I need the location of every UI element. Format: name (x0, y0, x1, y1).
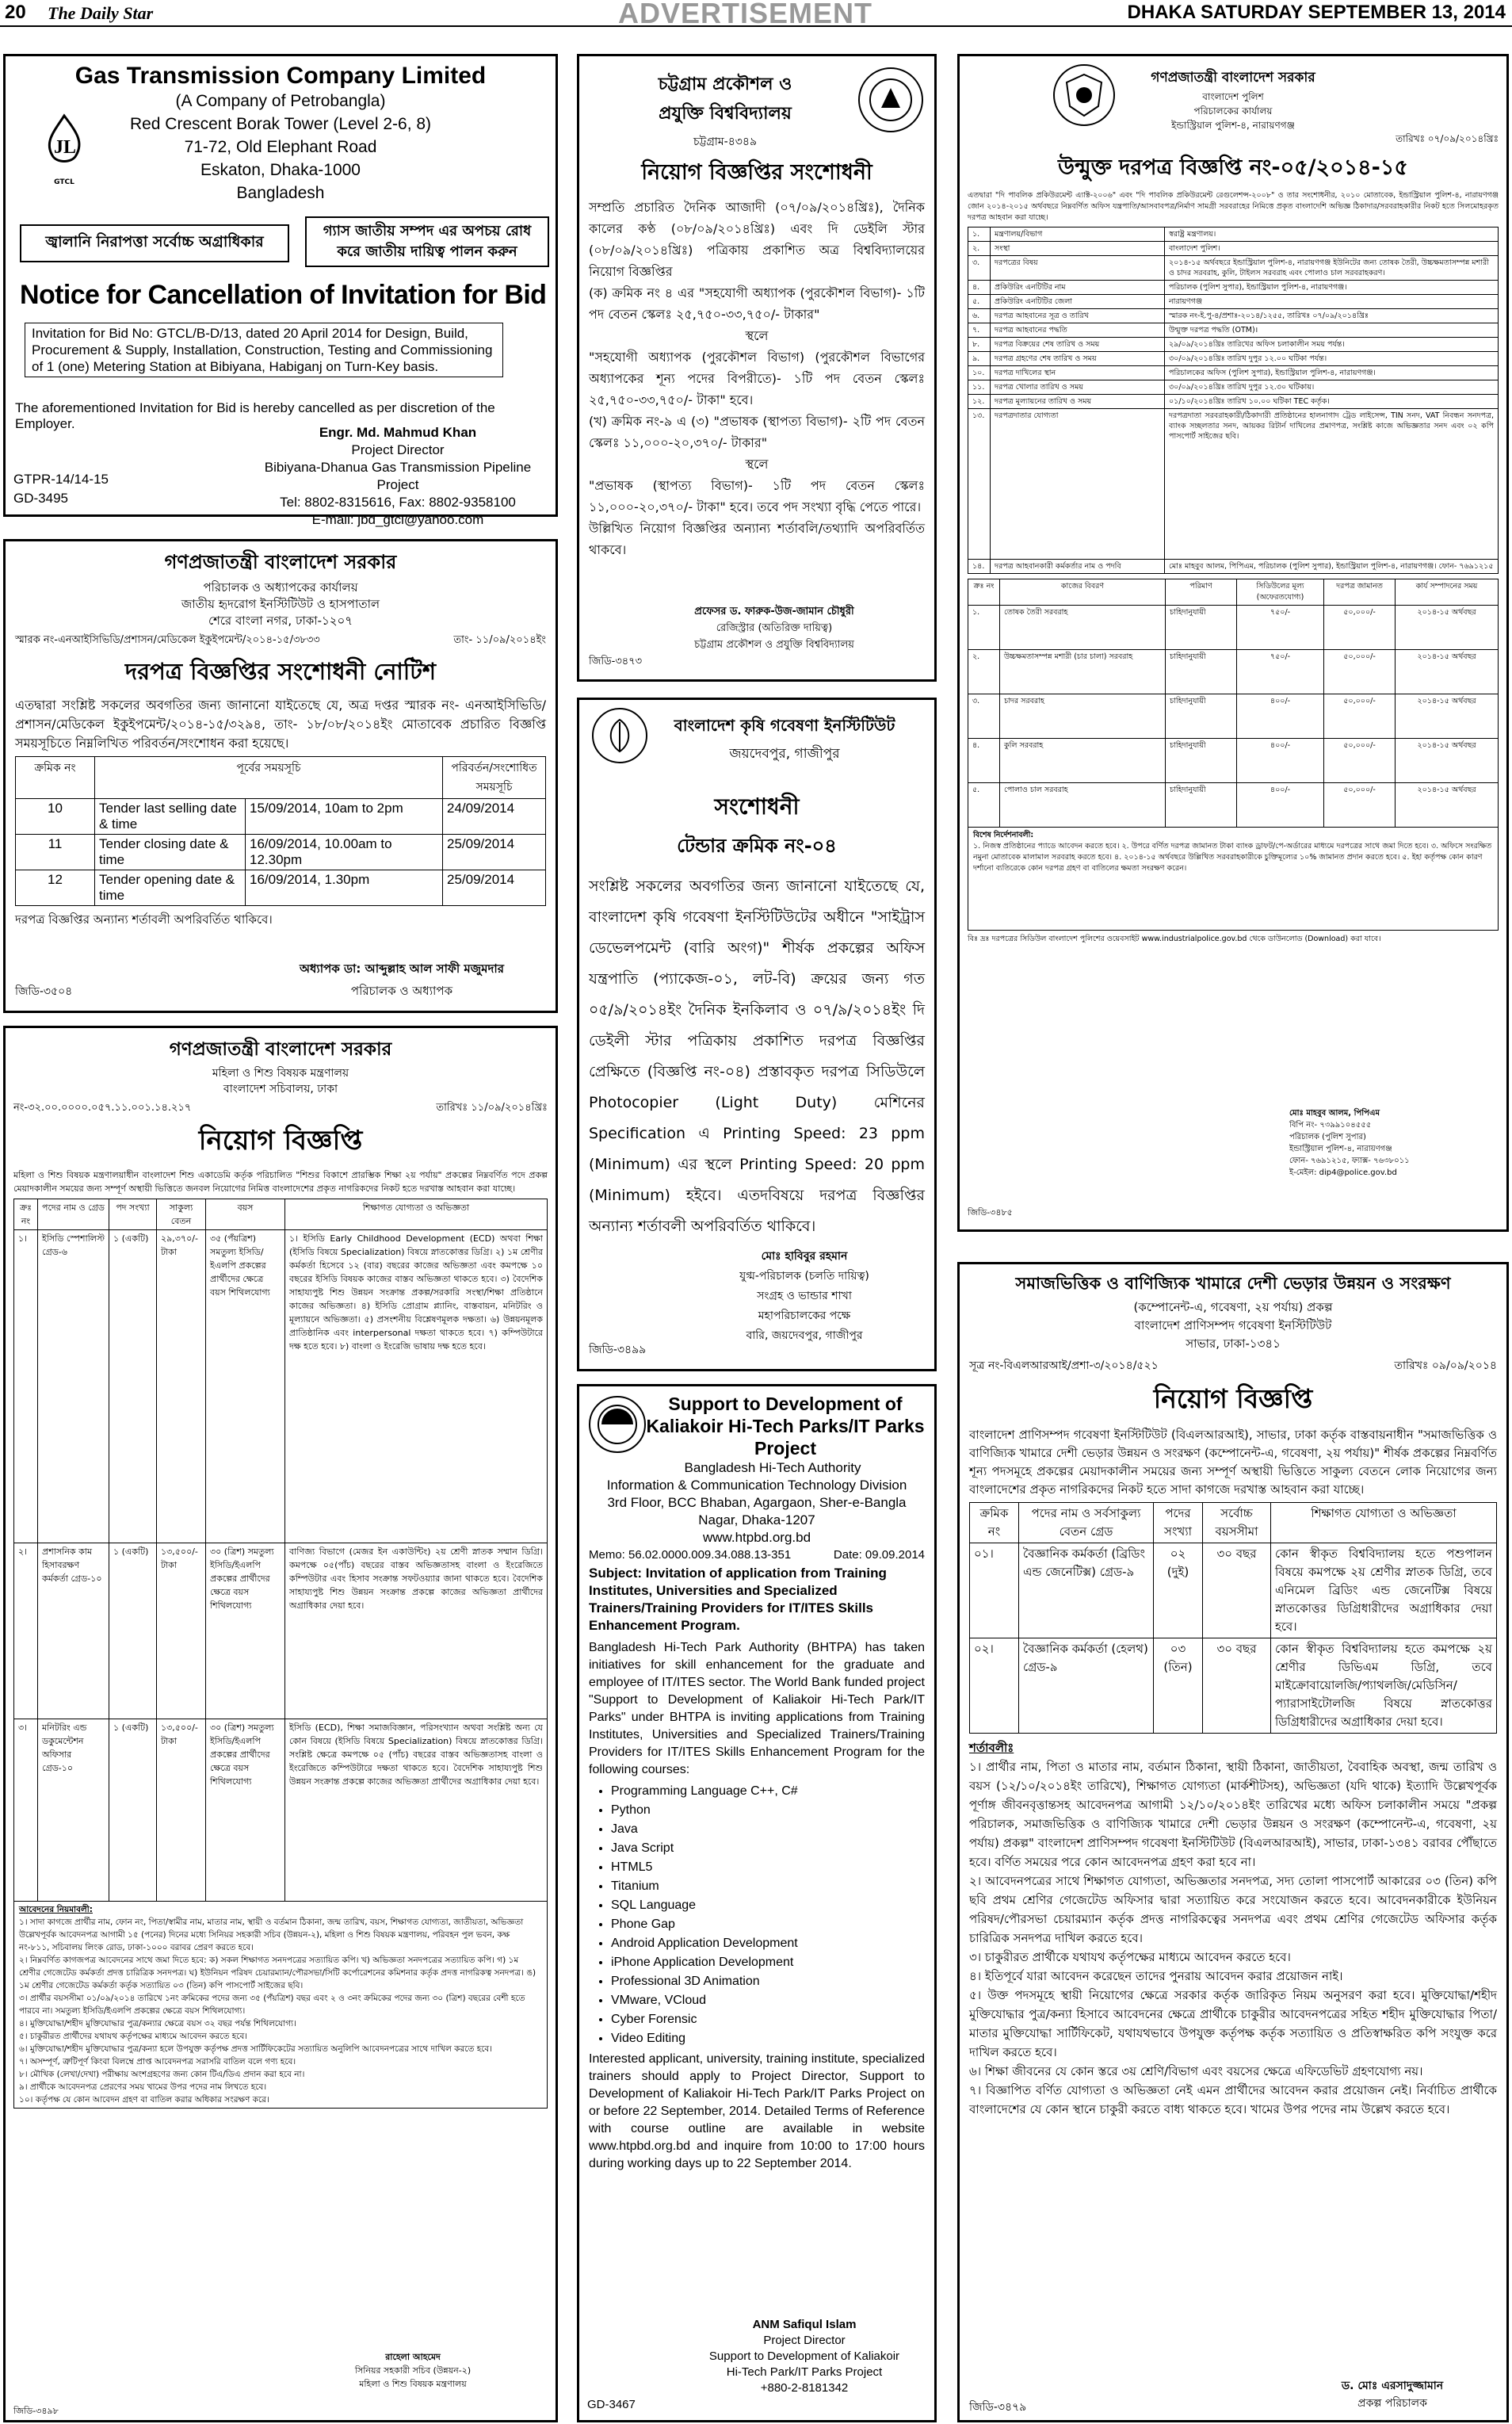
police-notes: বিশেষ নির্দেশনাবলী: ১. নিজস্ব প্রতিষ্ঠানের প্যাডে আবেদন করতে হবে। ২. উপরে বর্ণিত দরপত্র জামানত টাকা ব্যাংক ড্রাফট/পে-অর্ডারের মাধ্যমে দরপত্রের সাথে জমা দিতে হবে। ৩. অফিসে সংরক্ষিত নমুনা মোতাবেক মালামাল সরবরাহ করতে হবে। ৪. ২০১৪-১৫ অর্থবছরে উল্লিখিত সরবরাহকারীকে চুক্তিমূল্যের ১০% জামানত প্রদান করতে হবে। ৫. ইহা কর্তৃপক্ষ কোন কারণ দর্শানো ব্যতিরেকে কোন দরপত্র গ্রহণ বা বাতিলের ক্ষমতা সংরক্ষণ করেন। (968, 828, 1499, 931)
list-item: • HTML5 (611, 1858, 925, 1876)
list-item: • Video Editing (611, 2029, 925, 2047)
cuet-notice-title: নিয়োগ বিজ্ঞপ্তির সংশোধনী (641, 160, 872, 185)
nicvd-memo: স্মারক নং-এনআইসিভিডি/প্রশাসন/মেডিকেল ইকুইপমেন্ট/২০১৪-১৫/৩৮৩৩ (15, 634, 320, 646)
bari-notice: সংশোধনী (714, 793, 800, 820)
blri-memo: সূত্র নং-বিএলআরআই/প্রশা-৩/২০১৪/৫২১ (969, 1359, 1159, 1372)
gtcl-notice-title: Notice for Cancellation of Invitation for Bid (20, 280, 547, 310)
table-row: ৮. দরপত্র বিক্রয়ের শেষ তারিখ ও সময় ২৯/০৯/২০১৪খ্রিঃ তারিখের অফিস চলাকালীন সময় পর্যন্ত। (968, 338, 1499, 352)
table-row: ১৩. দরপত্রদাতার যোগ্যতা দরপত্রদাতা সরবরাহকারী/ঠিকাদারী প্রতিষ্ঠানের হালনাগাদ ট্রেড লাইসেন্স, TIN সনদ, VAT নিবন্ধন সনদপত্র, ব্যাংক সচ্ছলতার সনদ, আয়কর রিটার্ন দাখিলের প্রমাণপত্র, সংশ্লিষ্ট কাজে অভিজ্ঞতার সনদ এবং ০২ কপি পাসপোর্ট সাইজের ছবি। (968, 409, 1499, 560)
gtcl-slogan-2: গ্যাস জাতীয় সম্পদ এর অপচয় রোধ করে জাতীয় দায়িত্ব পালন করুন (305, 216, 549, 267)
nicvd-gov: গণপ্রজাতন্ত্রী বাংলাদেশ সরকার (164, 551, 397, 573)
bhtpa-courses (611, 1782, 925, 2047)
police-badge-icon (1060, 71, 1108, 119)
list-item: • Java (611, 1820, 925, 1838)
table-row: ১. মন্ত্রণালয়/বিভাগ স্বরাষ্ট্র মন্ত্রণালয়। (968, 227, 1499, 242)
gtcl-body: The aforementioned Invitation for Bid is hereby cancelled as per discretion of the Employer. (15, 400, 495, 431)
mowca-table: ক্রঃ নং পদের নাম ও গ্রেড পদ সংখ্যা সাকুল্য বেতন বয়স শিক্ষাগত যোগ্যতা ও অভিজ্ঞতা ১। ইসিডি স্পেশালিস্ট গ্রেড-৬ ১ (একটি) ২৯,৩৭০/- টাকা ৩৫ (পঁয়ত্রিশ) সমতুল্য ইসিডি/ইএলপি প্রকল্পের প্রার্থীদের ক্ষেত্রে বয়স শিথিলযোগ্য ১। ইসিডি Early Childhood Development (ECD) অথবা শিক্ষা (ইসিডি বিষয়ে Specialization) বিষয়ে স্নাতকোত্তর ডিগ্রি। ২) ১ম শ্রেণীর কর্মকর্তা হিসেবে ১২ (বার) বছরের কাজের অভিজ্ঞতা এবং কমপক্ষে ১০ বছরের ইসিডি বিষয়ক কাজের বাস্তব অভিজ্ঞতা থাকতে হবে। ৩) বৈদেশিক সাহায্যপুষ্ট শিশু উন্নয়ন সংক্রান্ত প্রকল্প/সরকারি সংস্থা/শিক্ষা প্রতিষ্ঠানে কাজের অভিজ্ঞতা। ৪) ইসিডি প্রোগ্রাম প্ল্যানিং, বাস্তবায়ন, মনিটরিং ও মূল্যায়নে অভিজ্ঞতা। ৫) প্রসংশনীয় বিশ্লেষণমূলক দক্ষতা। ৬) উন্নয়নমূলক প্রাতিষ্ঠানিক এবং interpersonal দক্ষতা থাকতে হবে। ৭) কম্পিউটারে দক্ষ হতে হবে। ৮) বাংলা ও ইংরেজি ভাষায় দক্ষ হতে হবে। ২। প্রশাসনিক কাম হিসাবরক্ষণ কর্মকর্তা গ্রেড-১০ ১ (একটি) ১৩,৫০০/- টাকা ৩০ (ত্রিশ) সমতুল্য ইসিডি/ইএলপি প্রকল্পের প্রার্থীদের ক্ষেত্রে বয়স শিথিলযোগ্য বাণিজ্য বিভাগে (মেজর ইন একাউন্টিং) ২য় শ্রেণী স্নাতক সম্মান ডিগ্রি। কমপক্ষে ০৫(পাঁচ) বছরের বাস্তব অভিজ্ঞতাসহ বাংলা ও ইংরেজিতে কম্পিউটার এবং হিসাব সংক্রান্ত সফটওয়্যার জানা থাকতে হবে। বৈদেশিক সাহায্যপুষ্ট শিশু উন্নয়ন সংক্রান্ত প্রকল্পে কাজের অভিজ্ঞতা প্রার্থীদের অগ্রাধিকার দেয়া হবে। ৩। মনিটরিং এন্ড ডকুমেন্টেশন অফিসার গ্রেড-১০ ১ (একটি) ১৩,৫০০/- টাকা ৩০ (ত্রিশ) সমতুল্য ইসিডি/ইএলপি প্রকল্পের প্রার্থীদের ক্ষেত্রে বয়স শিথিলযোগ্য ইসিডি (ECD), শিক্ষা সমাজবিজ্ঞান, পরিসংখ্যান অথবা সংশ্লিষ্ট অন্য যে কোন বিষয়ে (ইসিডি বিষয়ে Specialization) বিষয়ে স্নাতকোত্তর ডিগ্রি। সংশ্লিষ্ট ক্ষেত্রে কমপক্ষে ০৫ (পাঁচ) বছরের বাস্তব অভিজ্ঞতাসহ বাংলা ও ইংরেজিতে কম্পিউটারে দক্ষতা থাকতে হবে। বৈদেশিক সাহায্যপুষ্ট শিশু উন্নয়ন সংক্রান্ত প্রকল্পে কাজের অভিজ্ঞতা প্রার্থীদের অগ্রাধিকার দেয়া হবে। (13, 1199, 548, 1902)
bari-logo (592, 708, 647, 763)
blri-title: সমাজভিত্তিক ও বাণিজ্যিক খামারে দেশী ভেড়ার উন্নয়ন ও সংরক্ষণ (1015, 1274, 1451, 1293)
bhtpa-date: Date: 09.09.2014 (833, 1548, 925, 1562)
gtcl-gd: GD-3495 (13, 491, 68, 506)
bhtpa-title: Support to Development of Kaliakoir Hi-Tech Parks/IT Parks Project (646, 1394, 925, 1459)
mowca-rules: আবেদনের নিয়মাবলী: ১। সাদা কাগজে প্রার্থীর নাম, ফোন নং, পিতা/স্বামীর নাম, মাতার নাম, স্থায়ী ও বর্তমান ঠিকানা, জন্ম তারিখ, বয়স, শিক্ষাগত যোগ্যতা, জাতীয়তা, অভিজ্ঞতা উল্লেখপূর্বক আবেদনপত্র আগামী ১৫ (পনের) দিনের মধ্যে সিনিয়র সহকারী সচিব (উন্নয়ন-২), মহিলা ও শিশু বিষয়ক মন্ত্রণালয়, পরিবহন পুল ভবন, কক্ষ নং-৮১১, সচিবালয় লিংক রোড, ঢাকা-১০০০ বরাবর প্রেরণ করতে হবে। ২। নিম্নবর্ণিত কাগজপত্র আবেদনের সাথে জমা দিতে হবে: ক) সকল শিক্ষাগত সনদপত্রের সত্যায়িত কপি। খ) অভিজ্ঞতা সনদপত্রের সত্যায়িত কপি। গ) ১ম শ্রেণীর গেজেটেড কর্মকর্তা প্রদত্ত চারিত্রিক সনদপত্র। ঘ) ইউনিয়ন পরিষদ চেয়ারম্যান/পৌরসভা/সিটি কর্পোরেশনের কমিশনার কর্তৃক প্রদত্ত নাগরিকত্ব সনদপত্র। ঙ) ১ম শ্রেণীর গেজেটেড কর্মকর্তা কর্তৃক সত্যায়িত ০৩ (তিন) কপি পাসপোর্ট সাইজের ছবি। ৩। প্রার্থীর বয়সসীমা ০১/০৯/২০১৪ তারিখে ১নং ক্রমিকের পদের জন্য ৩৫ (পঁয়ত্রিশ) বছর এবং ২ ও ৩নং ক্রমিকের পদের জন্য ৩০ (ত্রিশ) বছরের বেশী হতে পারবে না। সমতুল্য ইসিডি/ইএলপি প্রকল্পের ক্ষেত্রে বয়স শিথিলযোগ্য। ৪। মুক্তিযোদ্ধা/শহীদ মুক্তিযোদ্ধার পুত্র/কন্যার ক্ষেত্রে বয়স ৩২ বছর পর্যন্ত শিথিলযোগ্য। ৫। চাকুরীরত প্রার্থীদের যথাযথ কর্তৃপক্ষের মাধ্যমে আবেদন করতে হবে। ৬। মুক্তিযোদ্ধা/শহীদ মুক্তিযোদ্ধার পুত্র/কন্যা হলে উপযুক্ত কর্তৃপক্ষ প্রদত্ত সার্টিফিকেটের সত্যায়িত অনুলিপি আবেদনপত্রের সাথে দাখিল করতে হবে। ৭। অসম্পূর্ণ, ত্রুটিপূর্ণ কিংবা বিলম্বে প্রাপ্ত আবেদনপত্র সরাসরি বাতিল বলে গণ্য হবে। ৮। মৌখিক (লেখা/দেখা) পরীক্ষায় অংশগ্রহণের জন্য কোন টিএ/ডিএ প্রদান করা হবে না। ৯। প্রার্থীকে আবেদনপত্র প্রেরণের সময় খামের উপর পদের নাম লিখতে হবে। ১০। কর্তৃপক্ষ যে কোন আবেদন গ্রহণ বা বাতিল করার অধিকার সংরক্ষণ করে। (13, 1902, 548, 2109)
blri-notice: নিয়োগ বিজ্ঞপ্তি (1153, 1383, 1313, 1414)
table-row: ০১। বৈজ্ঞানিক কর্মকর্তা (ব্রিডিং এন্ড জেনেটিক্স) গ্রেড-৯ ০২ (দুই) ৩০ বছর কোন স্বীকৃত বিশ্ববিদ্যালয় হতে পশুপালন বিষয়ে কমপক্ষে ২য় শ্রেণীর স্নাতক ডিগ্রি, তবে এনিমেল ব্রিডিং এন্ড জেনেটিক্স বিষয়ে স্নাতকোত্তর ডিগ্রিধারীদের অগ্রাধিকার দেয়া হবে। (970, 1543, 1497, 1638)
table-row: ২. উচ্চক্ষমতাসম্পন্ন মশারী (চার চালা) সরবরাহ চাহিদানুযায়ী ৭৫০/- ৫০,০০০/- ২০১৪-১৫ অর্থবছর (968, 650, 1499, 694)
police-signature: মোঃ মাহবুব আলম, পিপিএম বিপি নং- ৭৩৯৯১০৪৫৫৫ পরিচালক (পুলিশ সুপার) ইন্ডাস্ট্রিয়াল পুলিশ-৪, নারায়ণগঞ্জ ফোন- ৭৬৯১২১৫, ফ্যাক্স- ৭৬৩৮০১১ ই-মেইল: dip4@police.gov.bd (1289, 1109, 1410, 1177)
bhtpa-body: Bangladesh Hi-Tech Park Authority (BHTPA) has taken initiatives for skill enhancement for the graduate and employee of IT/ITES sector. The World Bank funded project "Support to Development of Kaliakoir Hi-Tech Park/IT Parks" under BHTPA is inviting applications from Training Institutes, Universities and Specialized Trainers/Training Providers for IT/ITES Skills Enhancement Program for the following courses: (589, 1641, 925, 1776)
mowca-date: তারিখঃ ১১/০৯/২০১৪খ্রিঃ (436, 1102, 548, 1114)
bhtpa-ad: Support to Development of Kaliakoir Hi-Tech Parks/IT Parks Project Bangladesh Hi-Tech Authority Information & Communication Technology Division 3rd Floor, BCC Bhaban, Agargaon, Sher-e-Bangla Nagar, Dhaka-1207 www.htpbd.org.bd Memo: 56.02.0000.009.34.088.13-351 Date: 09.09.2014 Subject: Invitation of application from Training Institutes, Universities and Specialized Trainers/Training Providers for IT/ITES Skills Enhancement Program. Bangladesh Hi-Tech Park Authority (BHTPA) has taken initiatives for skill enhancement for the graduate and employee of IT/ITES sector. The World Bank funded project "Support to Development of Kaliakoir Hi-Tech Park/IT Parks" under BHTPA is inviting applications from Training Institutes, Universities and Specialized Trainers/Training Providers for IT/ITES Skills Enhancement Program for the following courses: • Programming Language C++, C# • Python • Java • Java Script • HTML5 • Titanium • SQL Language • Phone Gap • Android Application Development • iPhone Application Development • Professional 3D Animation • VMware, VCloud • Cyber Forensic • Video Editing Interested applicant, university, training institute, specialized trainers should apply to Project Director, Support to Development of Kaliakoir Hi-Tech Park/IT Parks Project on or before 22 September, 2014. Detailed Terms of Reference with course outline are available in website www.htpbd.org.bd and inquire from 10:00 to 17:00 hours during working days up to 22 September 2014. ANM Safiqul Islam Project Director Support to Development of Kaliakoir Hi-Tech Park/IT Parks Project +880-2-8181342 GD-3467 (577, 1384, 937, 2422)
list-item: • Cyber Forensic (611, 2010, 925, 2028)
gtcl-logo: JL GTCL (25, 112, 104, 199)
nicvd-ad: গণপ্রজাতন্ত্রী বাংলাদেশ সরকার পরিচালক ও অধ্যাপকের কার্যালয় জাতীয় হৃদরোগ ইনস্টিটিউট ও হাসপাতাল শেরে বাংলা নগর, ঢাকা-১২০৭ স্মারক নং-এনআইসিভিডি/প্রশাসন/মেডিকেল ইকুইপমেন্ট/২০১৪-১৫/৩৮৩৩ তাং- ১১/০৯/২০১৪ইং দরপত্র বিজ্ঞপ্তির সংশোধনী নোটিশ এতদ্বারা সংশ্লিষ্ট সকলের অবগতির জন্য জানানো যাইতেছে যে, অত্র দপ্তর স্মারক নং- এনআইসিভিডি/প্রশাসন/মেডিকেল ইকুইপমেন্ট/২০১৪-১৫/৩২৯৪, তাং- ১৮/০৮/২০১৪ইং মোতাবেক প্রচারিত বিজ্ঞপ্তি সময়সূচিতে নিম্নলিখিত পরিবর্তন/সংশোধন করা হয়েছে। ক্রমিক নং পূর্বের সময়সূচি পরিবর্তন/সংশোধিত সময়সূচি 10 Tender last selling date & time 15/09/2014, 10am to 2pm 24/09/2014 11 Tender closing date & time 16/09/2014, 10.00am to 12.30pm 25/09/2014 12 Tender opening date & time 16/09/2014, 1.30pm 25/09/2014 দরপত্র বিজ্ঞপ্তির অন্যান্য শর্তাবলী অপরিবর্তিত থাকিবে। অধ্যাপক ডা: আব্দুল্লাহ আল সাফী মজুমদার পরিচালক ও অধ্যাপক জিডি-৩৫০৪ (3, 539, 558, 1013)
university-crest-icon (867, 76, 914, 124)
mowca-title: নিয়োগ বিজ্ঞপ্তি (198, 1125, 363, 1157)
police-info-table (968, 227, 1499, 574)
nicvd-intro: এতদ্বারা সংশ্লিষ্ট সকলের অবগতির জন্য জানানো যাইতেছে যে, অত্র দপ্তর স্মারক নং- এনআইসিভিডি/প্রশাসন/মেডিকেল ইকুইপমেন্ট/২০১৪-১৫/৩২৯৪, তাং- ১৮/০৮/২০১৪ইং মোতাবেক প্রচারিত বিজ্ঞপ্তি সময়সূচিতে নিম্নলিখিত পরিবর্তন/সংশোধন করা হয়েছে। (15, 698, 546, 751)
blri-ad: সমাজভিত্তিক ও বাণিজ্যিক খামারে দেশী ভেড়ার উন্নয়ন ও সংরক্ষণ (কম্পোনেন্ট-এ, গবেষণা, ২য় পর্যায়) প্রকল্প বাংলাদেশ প্রাণিসম্পদ গবেষণা ইনস্টিটিউট সাভার, ঢাকা-১৩৪১ সূত্র নং-বিএলআরআই/প্রশা-৩/২০১৪/৫২১ তারিখঃ ০৯/০৯/২০১৪ নিয়োগ বিজ্ঞপ্তি বাংলাদেশ প্রাণিসম্পদ গবেষণা ইনস্টিটিউট (বিএলআরআই), সাভার, ঢাকা কর্তৃক বাস্তবায়নাধীন "সমাজভিত্তিক ও বাণিজ্যিক খামারে দেশী ভেড়ার উন্নয়ন ও সংরক্ষণ (কম্পোনেন্ট-এ, গবেষণা, ২য় পর্যায়)" শীর্ষক প্রকল্পের নিম্নবর্ণিত শূন্য পদসমূহে প্রকল্পের মেয়াদকালীন সময়ের জন্য সম্পূর্ণ অস্থায়ী ভিত্তিতে সাকুল্য বেতনে লোক নিয়োগের জন্য বাংলাদেশের প্রকৃত নাগরিকদের নিকট হতে সাদা কাগজে দরখাস্ত আহবান করা যাচ্ছে। ক্রমিক নং পদের নাম ও সর্বসাকুল্য বেতন গ্রেড পদের সংখ্যা সর্বোচ্চ বয়সসীমা শিক্ষাগত যোগ্যতা ও অভিজ্ঞতা ০১। বৈজ্ঞানিক কর্মকর্তা (ব্রিডিং এন্ড জেনেটিক্স) গ্রেড-৯ ০২ (দুই) ৩০ বছর কোন স্বীকৃত বিশ্ববিদ্যালয় হতে পশুপালন বিষয়ে কমপক্ষে ২য় শ্রেণীর স্নাতক ডিগ্রি, তবে এনিমেল ব্রিডিং এন্ড জেনেটিক্স বিষয়ে স্নাতকোত্তর ডিগ্রিধারীদের অগ্রাধিকার দেয়া হবে। ০২। বৈজ্ঞানিক কর্মকর্তা (হেলথ) গ্রেড-৯ ০৩ (তিন) ৩০ বছর কোন স্বীকৃত বিশ্ববিদ্যালয় হতে কমপক্ষে ২য় শ্রেণীর ডিভিএম ডিগ্রি, তবে মাইক্রোবায়োলজি/প্যাথলজি/মেডিসিন/প্যারাসাইটোলজি বিষয়ে স্নাতকোত্তর ডিগ্রিধারীদের অগ্রাধিকার দেয়া হবে। শর্তাবলীঃ ১। প্রার্থীর নাম, পিতা ও মাতার নাম, বর্তমান ঠিকানা, স্থায়ী ঠিকানা, জাতীয়তা, বৈবাহিক অবস্থা, জন্ম তারিখ ও বয়স (১২/১০/২০১৪ইং তারিখে), শিক্ষাগত যোগ্যতা (মার্কশীটসহ), অভিজ্ঞতা (যদি থাকে) ইত্যাদি উল্লেখপূর্বক পূর্ণাঙ্গ জীবনবৃত্তান্তসহ আবেদনপত্র আগামী ১২/১০/২০১৪ইং তারিখের মধ্যে অফিস চলাকালীন সময়ে "প্রকল্প পরিচালক, সমাজভিত্তিক ও বাণিজ্যিক খামারে দেশী ভেড়ার উন্নয়ন ও সংরক্ষণ (কম্পোনেন্ট-এ, গবেষণা, ২য় পর্যায়) প্রকল্প" বাংলাদেশ প্রাণিসম্পদ গবেষণা ইনস্টিটিউট (বিএলআরআই), সাভার, ঢাকা-১৩৪১ বরাবর পৌঁছাতে হবে। বর্ণিত সময়ের পরে কোন আবেদনপত্র গ্রহণ করা হবে না। ২। আবেদনপত্রের সাথে শিক্ষাগত যোগ্যতা, অভিজ্ঞতার সনদপত্র, সদ্য তোলা পাসপোর্ট আকারের ০৩ (তিন) কপি ছবি প্রথম শ্রেণির গেজেটেড অফিসার দ্বারা সত্যায়িত করে সংযোজন করতে হবে। আবেদনকারীকে ইউনিয়ন পরিষদ/পৌরসভা চেয়ারম্যান কর্তৃক প্রদত্ত নাগরিকত্বের সনদপত্র এবং প্রথম শ্রেণির গেজেটেড অফিসার কর্তৃক চারিত্রিক সনদপত্র দাখিল করতে হবে। ৩। চাকুরীরত প্রার্থীকে যথাযথ কর্তৃপক্ষের মাধ্যমে আবেদন করতে হবে। ৪। ইতিপূর্বে যারা আবেদন করেছেন তাদের পুনরায় আবেদন করার প্রয়োজন নাই। ৫। উক্ত পদসমূহে স্থায়ী নিয়োগের ক্ষেত্রে সরকার কর্তৃক জারিকৃত নিয়ম অনুসরণ করা হবে। মুক্তিযোদ্ধা/শহীদ মুক্তিযোদ্ধার পুত্র/কন্যা হিসাবে আবেদনের ক্ষেত্রে প্রার্থীকে চাকুরীর আবেদনপত্রের সহিত শহীদ মুক্তিযোদ্ধার পিতা/মাতার মুক্তিযোদ্ধা সার্টিফিকেট, যথাযথভাবে উপযুক্ত কর্তৃপক্ষ কর্তৃক সত্যায়িত ও প্রতিস্বাক্ষরিত কপি সংযুক্ত করে দাখিল করতে হবে। ৬। শিক্ষা জীবনের যে কোন স্তরে ৩য় শ্রেণি/বিভাগ এবং বয়সের ক্ষেত্রে এফিডেভিট গ্রহণযোগ্য নয়। ৭। বিজ্ঞাপিত বর্ণিত যোগ্যতা ও অভিজ্ঞতা নেই এমন প্রার্থীদের আবেদন করার প্রয়োজন নেই। নির্বাচিত প্রার্থীকে বাংলাদেশের যে কোন স্থানে চাকুরী করতে বাধ্য থাকতে হবে। খামের উপর পদের নাম উল্লেখ করতে হবে। ড. মোঃ এরসাদুজ্জামান প্রকল্প পরিচালক জিডি-৩৪৭৯ (957, 1262, 1509, 2422)
nicvd-gd: জিডি-৩৫০৪ (15, 985, 73, 998)
gtcl-ref: GTPR-14/14-15 (13, 472, 109, 487)
table-row: ৫. প্রকিউরিং এনটিটির জেলা নারায়ণগঞ্জ (968, 295, 1499, 309)
police-title: উন্মুক্ত দরপত্র বিজ্ঞপ্তি নং-০৫/২০১৪-১৫ (1058, 155, 1408, 180)
table-row: ৩. চাদর সরবরাহ চাহিদানুযায়ী ৪০০/- ৫০,০০০/- ২০১৪-১৫ অর্থবছর (968, 694, 1499, 739)
cuet-signature: প্রফেসর ড. ফারুক-উজ-জামান চৌধুরী রেজিস্ট্রার (অতিরিক্ত দায়িত্ব) চট্টগ্রাম প্রকৌশল ও প্রযুক্তি বিশ্ববিদ্যালয় (694, 606, 854, 651)
gtcl-slogan-1: জ্বালানি নিরাপত্তা সর্বোচ্চ অগ্রাধিকার (20, 224, 289, 262)
mowca-memo: নং-৩২.০০.০০০০.০৫৭.১১.০০১.১৪.২১৭ (13, 1102, 192, 1114)
blri-signature: ড. মোঃ এরসাদুজ্জামান প্রকল্প পরিচালক (1341, 2380, 1444, 2410)
page-header (0, 0, 1512, 27)
table-row: ১২. দরপত্র মূল্যায়নের তারিখ ও সময় ০১/১০/২০১৪খ্রিঃ তারিখ ১০.০০ ঘটিকা TEC কর্তৃক। (968, 395, 1499, 409)
bhtpa-logo (589, 1396, 646, 1453)
blri-gd: জিডি-৩৪৭৯ (969, 2401, 1027, 2414)
table-row: ১. তোষক তৈরী সরবরাহ চাহিদানুযায়ী ৭৫০/- ৫০,০০০/- ২০১৪-১৫ অর্থবছর (968, 606, 1499, 650)
bhtpa-closing: Interested applicant, university, training institute, specialized trainers should apply to Project Director, Support to Development of Kaliakoir Hi-Tech Park/IT Parks Project on or before 22 September, 2014. Detailed Terms of Reference with course outline are available in website www.htpbd.org.bd and inquire from 10:00 to 17:00 hours during working days up to 22 September 2014. (589, 2052, 925, 2170)
list-item: • Professional 3D Animation (611, 1972, 925, 1990)
police-logo (1053, 64, 1115, 126)
table-row: ১১. দরপত্র খোলার তারিখ ও সময় ৩০/০৯/২০১৪খ্রিঃ তারিখ দুপুর ১২.৩০ ঘটিকায়। (968, 380, 1499, 395)
gtcl-signature: Engr. Md. Mahmud Khan Project Director Bibiyana-Dhanua Gas Transmission Pipeline Project Tel: 8802-8315616, Fax: 8802-9358100 E-mail: jbd_gtcl@yahoo.com (264, 425, 532, 527)
gtcl-subtitle: (A Company of Petrobangla) (175, 92, 386, 110)
table-row: 11 Tender closing date & time 16/09/2014, 10.00am to 12.30pm 25/09/2014 (16, 835, 546, 870)
bhtpa-signature: ANM Safiqul Islam Project Director Support to Development of Kaliakoir Hi-Tech Park/IT Parks Project +880-2-8181342 (708, 2318, 900, 2395)
bari-gd: জিডি-৩৪৯৯ (589, 1344, 647, 1356)
table-row: ২। প্রশাসনিক কাম হিসাবরক্ষণ কর্মকর্তা গ্রেড-১০ ১ (একটি) ১৩,৫০০/- টাকা ৩০ (ত্রিশ) সমতুল্য ইসিডি/ইএলপি প্রকল্পের প্রার্থীদের ক্ষেত্রে বয়স শিথিলযোগ্য বাণিজ্য বিভাগে (মেজর ইন একাউন্টিং) ২য় শ্রেণী স্নাতক সম্মান ডিগ্রি। কমপক্ষে ০৫(পাঁচ) বছরের বাস্তব অভিজ্ঞতাসহ বাংলা ও ইংরেজিতে কম্পিউটার এবং হিসাব সংক্রান্ত সফটওয়্যার জানা থাকতে হবে। বৈদেশিক সাহায্যপুষ্ট শিশু উন্নয়ন সংক্রান্ত প্রকল্পে কাজের অভিজ্ঞতা প্রার্থীদের অগ্রাধিকার দেয়া হবে। (14, 1543, 548, 1719)
police-footer: বিঃ দ্রঃ দরপত্রের সিডিউল বাংলাদেশ পুলিশের ওয়েবসাইট www.industrialpolice.gov.bd থেকে ডাউনলোড (Download) করা যাবে। (968, 935, 1381, 943)
mowca-ad: গণপ্রজাতন্ত্রী বাংলাদেশ সরকার মহিলা ও শিশু বিষয়ক মন্ত্রণালয় বাংলাদেশ সচিবালয়, ঢাকা নং-৩২.০০.০০০০.০৫৭.১১.০০১.১৪.২১৭ তারিখঃ ১১/০৯/২০১৪খ্রিঃ নিয়োগ বিজ্ঞপ্তি মহিলা ও শিশু বিষয়ক মন্ত্রণালয়াধীন বাংলাদেশ শিশু একাডেমি কর্তৃক পরিচালিত "শিশুর বিকাশে প্রারম্ভিক শিক্ষা ২য় পর্যায়" প্রকল্পের নিম্নবর্ণিত পদে প্রকল্প মেয়াদকালীন সময়ের জন্য সম্পূর্ণ অস্থায়ী ভিত্তিতে জনবল নিয়োগের নিমিত্ত বাংলাদেশের প্রকৃত নাগরিকদের নিকট হতে দরখাস্ত আহবান করা যাচ্ছে। ক্রঃ নং পদের নাম ও গ্রেড পদ সংখ্যা সাকুল্য বেতন বয়স শিক্ষাগত যোগ্যতা ও অভিজ্ঞতা ১। ইসিডি স্পেশালিস্ট গ্রেড-৬ ১ (একটি) ২৯,৩৭০/- টাকা ৩৫ (পঁয়ত্রিশ) সমতুল্য ইসিডি/ইএলপি প্রকল্পের প্রার্থীদের ক্ষেত্রে বয়স শিথিলযোগ্য ১। ইসিডি Early Childhood Development (ECD) অথবা শিক্ষা (ইসিডি বিষয়ে Specialization) বিষয়ে স্নাতকোত্তর ডিগ্রি। ২) ১ম শ্রেণীর কর্মকর্তা হিসেবে ১২ (বার) বছরের কাজের অভিজ্ঞতা এবং কমপক্ষে ১০ বছরের ইসিডি বিষয়ক কাজের বাস্তব অভিজ্ঞতা থাকতে হবে। ৩) বৈদেশিক সাহায্যপুষ্ট শিশু উন্নয়ন সংক্রান্ত প্রকল্প/সরকারি সংস্থা/শিক্ষা প্রতিষ্ঠানে কাজের অভিজ্ঞতা। ৪) ইসিডি প্রোগ্রাম প্ল্যানিং, বাস্তবায়ন, মনিটরিং ও মূল্যায়নে অভিজ্ঞতা। ৫) প্রসংশনীয় বিশ্লেষণমূলক দক্ষতা। ৬) উন্নয়নমূলক প্রাতিষ্ঠানিক এবং interpersonal দক্ষতা থাকতে হবে। ৭) কম্পিউটারে দক্ষ হতে হবে। ৮) বাংলা ও ইংরেজি ভাষায় দক্ষ হতে হবে। ২। প্রশাসনিক কাম হিসাবরক্ষণ কর্মকর্তা গ্রেড-১০ ১ (একটি) ১৩,৫০০/- টাকা ৩০ (ত্রিশ) সমতুল্য ইসিডি/ইএলপি প্রকল্পের প্রার্থীদের ক্ষেত্রে বয়স শিথিলযোগ্য বাণিজ্য বিভাগে (মেজর ইন একাউন্টিং) ২য় শ্রেণী স্নাতক সম্মান ডিগ্রি। কমপক্ষে ০৫(পাঁচ) বছরের বাস্তব অভিজ্ঞতাসহ বাংলা ও ইংরেজিতে কম্পিউটার এবং হিসাব সংক্রান্ত সফটওয়্যার জানা থাকতে হবে। বৈদেশিক সাহায্যপুষ্ট শিশু উন্নয়ন সংক্রান্ত প্রকল্পে কাজের অভিজ্ঞতা প্রার্থীদের অগ্রাধিকার দেয়া হবে। ৩। মনিটরিং এন্ড ডকুমেন্টেশন অফিসার গ্রেড-১০ ১ (একটি) ১৩,৫০০/- টাকা ৩০ (ত্রিশ) সমতুল্য ইসিডি/ইএলপি প্রকল্পের প্রার্থীদের ক্ষেত্রে বয়স শিথিলযোগ্য ইসিডি (ECD), শিক্ষা সমাজবিজ্ঞান, পরিসংখ্যান অথবা সংশ্লিষ্ট অন্য যে কোন বিষয়ে (ইসিডি বিষয়ে Specialization) বিষয়ে স্নাতকোত্তর ডিগ্রি। সংশ্লিষ্ট ক্ষেত্রে কমপক্ষে ০৫ (পাঁচ) বছরের বাস্তব অভিজ্ঞতাসহ বাংলা ও ইংরেজিতে কম্পিউটারে দক্ষতা থাকতে হবে। বৈদেশিক সাহায্যপুষ্ট শিশু উন্নয়ন সংক্রান্ত প্রকল্পে কাজের অভিজ্ঞতা প্রার্থীদের অগ্রাধিকার দেয়া হবে। আবেদনের নিয়মাবলী: ১। সাদা কাগজে প্রার্থীর নাম, ফোন নং, পিতা/স্বামীর নাম, মাতার নাম, স্থায়ী ও বর্তমান ঠিকানা, জন্ম তারিখ, বয়স, শিক্ষাগত যোগ্যতা, জাতীয়তা, অভিজ্ঞতা উল্লেখপূর্বক আবেদনপত্র আগামী ১৫ (পনের) দিনের মধ্যে সিনিয়র সহকারী সচিব (উন্নয়ন-২), মহিলা ও শিশু বিষয়ক মন্ত্রণালয়, পরিবহন পুল ভবন, কক্ষ নং-৮১১, সচিবালয় লিংক রোড, ঢাকা-১০০০ বরাবর প্রেরণ করতে হবে। ২। নিম্নবর্ণিত কাগজপত্র আবেদনের সাথে জমা দিতে হবে: ক) সকল শিক্ষাগত সনদপত্রের সত্যায়িত কপি। খ) অভিজ্ঞতা সনদপত্রের সত্যায়িত কপি। গ) ১ম শ্রেণীর গেজেটেড কর্মকর্তা প্রদত্ত চারিত্রিক সনদপত্র। ঘ) ইউনিয়ন পরিষদ চেয়ারম্যান/পৌরসভা/সিটি কর্পোরেশনের কমিশনার কর্তৃক প্রদত্ত নাগরিকত্ব সনদপত্র। ঙ) ১ম শ্রেণীর গেজেটেড কর্মকর্তা কর্তৃক সত্যায়িত ০৩ (তিন) কপি পাসপোর্ট সাইজের ছবি। ৩। প্রার্থীর বয়সসীমা ০১/০৯/২০১৪ তারিখে ১নং ক্রমিকের পদের জন্য ৩৫ (পঁয়ত্রিশ) বছর এবং ২ ও ৩নং ক্রমিকের পদের জন্য ৩০ (ত্রিশ) বছরের বেশী হতে পারবে না। সমতুল্য ইসিডি/ইএলপি প্রকল্পের ক্ষেত্রে বয়স শিথিলযোগ্য। ৪। মুক্তিযোদ্ধা/শহীদ মুক্তিযোদ্ধার পুত্র/কন্যার ক্ষেত্রে বয়স ৩২ বছর পর্যন্ত শিথিলযোগ্য। ৫। চাকুরীরত প্রার্থীদের যথাযথ কর্তৃপক্ষের মাধ্যমে আবেদন করতে হবে। ৬। মুক্তিযোদ্ধা/শহীদ মুক্তিযোদ্ধার পুত্র/কন্যা হলে উপযুক্ত কর্তৃপক্ষ প্রদত্ত সার্টিফিকেটের সত্যায়িত অনুলিপি আবেদনপত্রের সাথে দাখিল করতে হবে। ৭। অসম্পূর্ণ, ত্রুটিপূর্ণ কিংবা বিলম্বে প্রাপ্ত আবেদনপত্র সরাসরি বাতিল বলে গণ্য হবে। ৮। মৌখিক (লেখা/দেখা) পরীক্ষায় অংশগ্রহণের জন্য কোন টিএ/ডিএ প্রদান করা হবে না। ৯। প্রার্থীকে আবেদনপত্র প্রেরণের সময় খামের উপর পদের নাম লিখতে হবে। ১০। কর্তৃপক্ষ যে কোন আবেদন গ্রহণ বা বাতিল করার অধিকার সংরক্ষণ করে। রাহেলা আহমেদ সিনিয়র সহকারী সচিব (উন্নয়ন-২) মহিলা ও শিশু বিষয়ক মন্ত্রণালয় জিডি-৩৪৯৮ (3, 1026, 558, 2422)
gas-flame-icon (36, 112, 92, 175)
section-title: ADVERTISEMENT (618, 0, 873, 29)
newspaper-name: The Daily Star (48, 3, 154, 23)
blri-table: ক্রমিক নং পদের নাম ও সর্বসাকুল্য বেতন গ্রেড পদের সংখ্যা সর্বোচ্চ বয়সসীমা শিক্ষাগত যোগ্যতা ও অভিজ্ঞতা ০১। বৈজ্ঞানিক কর্মকর্তা (ব্রিডিং এন্ড জেনেটিক্স) গ্রেড-৯ ০২ (দুই) ৩০ বছর কোন স্বীকৃত বিশ্ববিদ্যালয় হতে পশুপালন বিষয়ে কমপক্ষে ২য় শ্রেণীর স্নাতক ডিগ্রি, তবে এনিমেল ব্রিডিং এন্ড জেনেটিক্স বিষয়ে স্নাতকোত্তর ডিগ্রিধারীদের অগ্রাধিকার দেয়া হবে। ০২। বৈজ্ঞানিক কর্মকর্তা (হেলথ) গ্রেড-৯ ০৩ (তিন) ৩০ বছর কোন স্বীকৃত বিশ্ববিদ্যালয় হতে কমপক্ষে ২য় শ্রেণীর ডিভিএম ডিগ্রি, তবে মাইক্রোবায়োলজি/প্যাথলজি/মেডিসিন/প্যারাসাইটোলজি বিষয়ে স্নাতকোত্তর ডিগ্রিধারীদের অগ্রাধিকার দেয়া হবে। (969, 1502, 1497, 1734)
table-row: ৯. দরপত্র গ্রহণের শেষ তারিখ ও সময় ৩০/০৯/২০১৪খ্রিঃ তারিখ দুপুর ১২.০০ ঘটিকা পর্যন্ত। (968, 352, 1499, 366)
table-row: ৩। মনিটরিং এন্ড ডকুমেন্টেশন অফিসার গ্রেড-১০ ১ (একটি) ১৩,৫০০/- টাকা ৩০ (ত্রিশ) সমতুল্য ইসিডি/ইএলপি প্রকল্পের প্রার্থীদের ক্ষেত্রে বয়স শিথিলযোগ্য ইসিডি (ECD), শিক্ষা সমাজবিজ্ঞান, পরিসংখ্যান অথবা সংশ্লিষ্ট অন্য যে কোন বিষয়ে (ইসিডি বিষয়ে Specialization) বিষয়ে স্নাতকোত্তর ডিগ্রি। সংশ্লিষ্ট ক্ষেত্রে কমপক্ষে ০৫ (পাঁচ) বছরের বাস্তব অভিজ্ঞতাসহ বাংলা ও ইংরেজিতে কম্পিউটারে দক্ষতা থাকতে হবে। বৈদেশিক সাহায্যপুষ্ট শিশু উন্নয়ন সংক্রান্ত প্রকল্পে কাজের অভিজ্ঞতা প্রার্থীদের অগ্রাধিকার দেয়া হবে। (14, 1719, 548, 1902)
nicvd-table: ক্রমিক নং পূর্বের সময়সূচি পরিবর্তন/সংশোধিত সময়সূচি 10 Tender last selling date & time 15/09/2014, 10am to 2pm 24/09/2014 11 Tender closing date & time 16/09/2014, 10.00am to 12.30pm 25/09/2014 12 Tender opening date & time 16/09/2014, 1.30pm 25/09/2014 (15, 756, 546, 906)
list-item: • iPhone Application Development (611, 1953, 925, 1971)
bhtpa-website: www.htpbd.org.bd (702, 1530, 811, 1545)
bari-signature: মোঃ হাবিবুর রহমান যুগ্ম-পরিচালক (চলতি দায়িত্ব) সংগ্রহ ও ভান্ডার শাখা মহাপরিচালকের পক্ষে বারি, জয়দেবপুর, গাজীপুর (739, 1250, 869, 1342)
bhtpa-gd: GD-3467 (587, 2398, 636, 2411)
page-number: 20 (5, 2, 26, 23)
mowca-gd: জিডি-৩৪৯৮ (13, 2406, 59, 2416)
table-row: ১। ইসিডি স্পেশালিস্ট গ্রেড-৬ ১ (একটি) ২৯,৩৭০/- টাকা ৩৫ (পঁয়ত্রিশ) সমতুল্য ইসিডি/ইএলপি প্রকল্পের প্রার্থীদের ক্ষেত্রে বয়স শিথিলযোগ্য ১। ইসিডি Early Childhood Development (ECD) অথবা শিক্ষা (ইসিডি বিষয়ে Specialization) বিষয়ে স্নাতকোত্তর ডিগ্রি। ২) ১ম শ্রেণীর কর্মকর্তা হিসেবে ১২ (বার) বছরের কাজের অভিজ্ঞতা এবং কমপক্ষে ১০ বছরের ইসিডি বিষয়ক কাজের বাস্তব অভিজ্ঞতা থাকতে হবে। ৩) বৈদেশিক সাহায্যপুষ্ট শিশু উন্নয়ন সংক্রান্ত প্রকল্প/সরকারি সংস্থা/শিক্ষা প্রতিষ্ঠানে কাজের অভিজ্ঞতা। ৪) ইসিডি প্রোগ্রাম প্ল্যানিং, বাস্তবায়ন, মনিটরিং ও মূল্যায়নে অভিজ্ঞতা। ৫) প্রসংশনীয় বিশ্লেষণমূলক দক্ষতা। ৬) উন্নয়নমূলক প্রাতিষ্ঠানিক এবং interpersonal দক্ষতা থাকতে হবে। ৭) কম্পিউটারে দক্ষ হতে হবে। ৮) বাংলা ও ইংরেজি ভাষায় দক্ষ হতে হবে। (14, 1230, 548, 1543)
gtcl-ad: JL GTCL Gas Transmission Company Limited (A Company of Petrobangla) Red Crescent Borak Tower (Level 2-6, 8) 71-72, Old Elephant Road Eskaton, Dhaka-1000 Bangladesh জ্বালানি নিরাপত্তা সর্বোচ্চ অগ্রাধিকার গ্যাস জাতীয় সম্পদ এর অপচয় রোধ করে জাতীয় দায়িত্ব পালন করুন Notice for Cancellation of Invitation for Bid Invitation for Bid No: GTCL/B-D/13, dated 20 April 2014 for Design, Build, Procurement & Supply, Installation, Construction, Testing and Commissioning of 1 (one) Metering Station at Bibiyana, Habiganj on Turn-Key basis. The aforementioned Invitation for Bid is hereby cancelled as per discretion of the Employer. Engr. Md. Mahmud Khan Project Director Bibiyana-Dhanua Gas Transmission Pipeline Project Tel: 8802-8315616, Fax: 8802-9358100 E-mail: jbd_gtcl@yahoo.com GTPR-14/14-15 GD-3495 (3, 54, 558, 517)
list-item: • Titanium (611, 1877, 925, 1895)
blri-date: তারিখঃ ০৯/০৯/২০১৪ (1394, 1359, 1497, 1372)
bari-ad: বাংলাদেশ কৃষি গবেষণা ইনস্টিটিউট জয়দেবপুর, গাজীপুর সংশোধনী টেন্ডার ক্রমিক নং-০৪ সংশ্লিষ্ট সকলের অবগতির জন্য জানানো যাইতেছে যে, বাংলাদেশ কৃষি গবেষণা ইনস্টিটিউটের অধীনে "সাইট্রাস ডেভেলপমেন্ট (বারি অংগ)" শীর্ষক প্রকল্পের অফিস যন্ত্রপাতি (প্যাকেজ-০১, লট-বি) ক্রয়ের জন্য গত ০৫/৯/২০১৪ইং দৈনিক ইনকিলাব ও ০৭/৯/২০১৪ইং দি ডেইলী স্টার পত্রিকায় প্রকাশিত দরপত্র বিজ্ঞপ্তির প্রেক্ষিতে (বিজ্ঞপ্তি নং-০৪) প্রস্তাবকৃত দরপত্র সিডিউলে Photocopier (Light Duty) মেশিনের Specification এ Printing Speed: 23 ppm (Minimum) এর স্থলে Printing Speed: 20 ppm (Minimum) হইবে। এতদবিষয়ে দরপত্র বিজ্ঞপ্তির অন্যান্য শর্তাবলী অপরিবর্তিত থাকিবে। মোঃ হাবিবুর রহমান যুগ্ম-পরিচালক (চলতি দায়িত্ব) সংগ্রহ ও ভান্ডার শাখা মহাপরিচালকের পক্ষে বারি, জয়দেবপুর, গাজীপুর জিডি-৩৪৯৯ (577, 698, 937, 1371)
mowca-signature: রাহেলা আহমেদ সিনিয়র সহকারী সচিব (উন্নয়ন-২) মহিলা ও শিশু বিষয়ক মন্ত্রণালয় (354, 2352, 472, 2389)
bhtpa-subject: Subject: Invitation of application from Training Institutes, Universities and Specialized Trainers/Training Providers for IT/ITES Skills Enhancement Program. (589, 1566, 887, 1633)
police-ad: গণপ্রজাতন্ত্রী বাংলাদেশ সরকার বাংলাদেশ পুলিশ পরিচালকের কার্যালয় ইন্ডাস্ট্রিয়াল পুলিশ-৪, নারায়ণগঞ্জ তারিখঃ ০৭/০৯/২০১৪খ্রিঃ উন্মুক্ত দরপত্র বিজ্ঞপ্তি নং-০৫/২০১৪-১৫ এতদ্বারা "দি পাবলিক প্রকিউরমেন্ট এ্যাক্ট-২০০৬" এবং "দি পাবলিক প্রকিউরমেন্ট রেগুলেশন্স-২০০৮" ও তার সংশোধনীর, ২০১০ মোতাবেক, ইন্ডাস্ট্রিয়াল পুলিশ-৪, নারায়ণগঞ্জ জোন ২০১৪-২০১৫ অর্থবছরে নিম্নবর্ণিত অফিস যন্ত্রপাতি/আসবাবপত্র/নির্মাণ সামগ্রী সরবরাহের নিমিত্তে প্রকৃত বাংলাদেশি অভিজ্ঞ ঠিকাদার/সরবরাহকারীর নিকট হতে সিলমোহরকৃত দরপত্র আহবান করা যাচ্ছে। ১. মন্ত্রণালয়/বিভাগ স্বরাষ্ট্র মন্ত্রণালয়। ২. সংস্থা বাংলাদেশ পুলিশ। ৩. দরপত্রের বিষয় ২০১৪-১৫ অর্থবছরে ইন্ডাস্ট্রিয়াল পুলিশ-৪, নারায়ণগঞ্জ ইউনিটের জন্য তোষক তৈরী, উচ্চক্ষমতাসম্পন্ন মশারী ও চাদর সরবরাহ, কুলি, টাইলস সরবরাহ এবং পোলাও চাল সরবরাহকরণ। ৪. প্রকিউরিং এনটিটির নাম পরিচালক (পুলিশ সুপার), ইন্ডাস্ট্রিয়াল পুলিশ-৪, নারায়ণগঞ্জ। ৫. প্রকিউরিং এনটিটির জেলা নারায়ণগঞ্জ ৬. দরপত্র আহবানের সূত্র ও তারিখ স্মারক নং-ই.পু-৪/প্রশাঃ-২০১৪/১২৫৫, তারিখঃ ০৭/০৯/২০১৪খ্রিঃ ৭. দরপত্র আহবানের পদ্ধতি উন্মুক্ত দরপত্র পদ্ধতি (OTM)। ৮. দরপত্র বিক্রয়ের শেষ তারিখ ও সময় ২৯/০৯/২০১৪খ্রিঃ তারিখের অফিস চলাকালীন সময় পর্যন্ত। ৯. দরপত্র গ্রহণের শেষ তারিখ ও সময় ৩০/০৯/২০১৪খ্রিঃ তারিখ দুপুর ১২.০০ ঘটিকা পর্যন্ত। ১০. দরপত্র দাখিলের স্থান পরিচালকের অফিস (পুলিশ সুপার), ইন্ডাস্ট্রিয়াল পুলিশ-৪, নারায়ণগঞ্জ। ১১. দরপত্র খোলার তারিখ ও সময় ৩০/০৯/২০১৪খ্রিঃ তারিখ দুপুর ১২.৩০ ঘটিকায়। ১২. দরপত্র মূল্যায়নের তারিখ ও সময় ০১/১০/২০১৪খ্রিঃ তারিখ ১০.০০ ঘটিকা TEC কর্তৃক। ১৩. দরপত্রদাতার যোগ্যতা দরপত্রদাতা সরবরাহকারী/ঠিকাদারী প্রতিষ্ঠানের হালনাগাদ ট্রেড লাইসেন্স, TIN সনদ, VAT নিবন্ধন সনদপত্র, ব্যাংক সচ্ছলতার সনদ, আয়কর রিটার্ন দাখিলের প্রমাণপত্র, সংশ্লিষ্ট কাজে অভিজ্ঞতার সনদ এবং ০২ কপি পাসপোর্ট সাইজের ছবি। ১৪. দরপত্র আহবানকারী কর্মকর্তার নাম ও পদবি মোঃ মাহবুব আলম, পিপিএম, পরিচালক (পুলিশ সুপার), ইন্ডাস্ট্রিয়াল পুলিশ-৪, নারায়ণগঞ্জ। ফোন- ৭৬৯১২১৫ ক্রঃ নং কাজের বিবরণ পরিমাণ সিডিউলের মূল্য (অফেরতযোগ্য) দরপত্র জামানত কার্য সম্পাদনের সময় ১. তোষক তৈরী সরবরাহ চাহিদানুযায়ী ৭৫০/- ৫০,০০০/- ২০১৪-১৫ অর্থবছর ২. উচ্চক্ষমতাসম্পন্ন মশারী (চার চালা) সরবরাহ চাহিদানুযায়ী ৭৫০/- ৫০,০০০/- ২০১৪-১৫ অর্থবছর ৩. চাদর সরবরাহ চাহিদানুযায়ী ৪০০/- ৫০,০০০/- ২০১৪-১৫ অর্থবছর ৪. কুলি সরবরাহ চাহিদানুযায়ী ৪০০/- ৫০,০০০/- ২০১৪-১৫ অর্থবছর ৫. পোলাও চাল সরবরাহ চাহিদানুযায়ী ৪০০/- ৫০,০০০/- ২০১৪-১৫ অর্থবছর বিশেষ নির্দেশনাবলী: ১. নিজস্ব প্রতিষ্ঠানের প্যাডে আবেদন করতে হবে। ২. উপরে বর্ণিত দরপত্র জামানত টাকা ব্যাংক ড্রাফট/পে-অর্ডারের মাধ্যমে দরপত্রের সাথে জমা দিতে হবে। ৩. অফিসে সংরক্ষিত নমুনা মোতাবেক মালামাল সরবরাহ করতে হবে। ৪. ২০১৪-১৫ অর্থবছরে উল্লিখিত সরবরাহকারীকে চুক্তিমূল্যের ১০% জামানত প্রদান করতে হবে। ৫. ইহা কর্তৃপক্ষ কোন কারণ দর্শানো ব্যতিরেকে কোন দরপত্র গ্রহণ বা বাতিলের ক্ষমতা সংরক্ষণ করেন। বিঃ দ্রঃ দরপত্রের সিডিউল বাংলাদেশ পুলিশের ওয়েবসাইট www.industrialpolice.gov.bd থেকে ডাউনলোড (Download) করা যাবে। মোঃ মাহবুব আলম, পিপিএম বিপি নং- ৭৩৯৯১০৪৫৫৫ পরিচালক (পুলিশ সুপার) ইন্ডাস্ট্রিয়াল পুলিশ-৪, নারায়ণগঞ্জ ফোন- ৭৬৯১২১৫, ফ্যাক্স- ৭৬৩৮০১১ ই-মেইল: dip4@police.gov.bd জিডি-৩৪৮৫ (957, 54, 1509, 1232)
hi-tech-park-icon (595, 1402, 640, 1447)
bari-tender: টেন্ডার ক্রমিক নং-০৪ (677, 835, 837, 857)
table-row: ২. সংস্থা বাংলাদেশ পুলিশ। (968, 242, 1499, 256)
police-items-table: ক্রঃ নং কাজের বিবরণ পরিমাণ সিডিউলের মূল্য (অফেরতযোগ্য) দরপত্র জামানত কার্য সম্পাদনের সময় ১. তোষক তৈরী সরবরাহ চাহিদানুযায়ী ৭৫০/- ৫০,০০০/- ২০১৪-১৫ অর্থবছর ২. উচ্চক্ষমতাসম্পন্ন মশারী (চার চালা) সরবরাহ চাহিদানুযায়ী ৭৫০/- ৫০,০০০/- ২০১৪-১৫ অর্থবছর ৩. চাদর সরবরাহ চাহিদানুযায়ী ৪০০/- ৫০,০০০/- ২০১৪-১৫ অর্থবছর ৪. কুলি সরবরাহ চাহিদানুযায়ী ৪০০/- ৫০,০০০/- ২০১৪-১৫ অর্থবছর ৫. পোলাও চাল সরবরাহ চাহিদানুযায়ী ৪০০/- ৫০,০০০/- ২০১৪-১৫ অর্থবছর (968, 579, 1499, 828)
table-row: ৭. দরপত্র আহবানের পদ্ধতি উন্মুক্ত দরপত্র পদ্ধতি (OTM)। (968, 323, 1499, 338)
police-date: তারিখঃ ০৭/০৯/২০১৪খ্রিঃ (1396, 133, 1499, 144)
bhtpa-memo: Memo: 56.02.0000.009.34.088.13-351 (589, 1548, 792, 1562)
table-row: ০২। বৈজ্ঞানিক কর্মকর্তা (হেলথ) গ্রেড-৯ ০৩ (তিন) ৩০ বছর কোন স্বীকৃত বিশ্ববিদ্যালয় হতে কমপক্ষে ২য় শ্রেণীর ডিভিএম ডিগ্রি, তবে মাইক্রোবায়োলজি/প্যাথলজি/মেডিসিন/প্যারাসাইটোলজি বিষয়ে স্নাতকোত্তর ডিগ্রিধারীদের অগ্রাধিকার দেয়া হবে। (970, 1638, 1497, 1734)
cuet-logo (858, 67, 923, 132)
list-item: • Android Application Development (611, 1934, 925, 1952)
cuet-body: সম্প্রতি প্রচারিত দৈনিক আজাদী (০৭/০৯/২০১৪খ্রিঃ), দৈনিক কালের কণ্ঠ (০৮/০৯/২০১৪খ্রিঃ) এবং দি ডেইলি স্টার (০৮/০৯/২০১৪খ্রিঃ) পত্রিকায় প্রকাশিত অত্র বিশ্ববিদ্যালয়ের নিয়োগ বিজ্ঞপ্তির (ক) ক্রমিক নং ৪ এর "সহযোগী অধ্যাপক (পুরকৌশল বিভাগ)- ১টি পদ বেতন স্কেলঃ ২৫,৭৫০-৩৩,৭৫০/- টাকার" স্থলে "সহযোগী অধ্যাপক (পুরকৌশল বিভাগ) (পুরকৌশল বিভাগের অধ্যাপকের শূন্য পদের বিপরীতে)- ১টি পদ বেতন স্কেলঃ ২৫,৭৫০-৩৩,৭৫০/- টাকা" হবে। (খ) ক্রমিক নং-৯ এ (৩) "প্রভাষক (স্থাপত্য বিভাগ)- ২টি পদ বেতন স্কেলঃ ১১,০০০-২০,৩৭০/- টাকার" স্থলে "প্রভাষক (স্থাপত্য বিভাগ)- ১টি পদ বেতন স্কেলঃ ১১,০০০-২০,৩৭০/- টাকা" হবে। তবে পদ সংখ্যা বৃদ্ধি পেতে পারে। উল্লিখিত নিয়োগ বিজ্ঞপ্তির অন্যান্য শর্তাবলি/তথ্যাদি অপরিবর্তিত থাকবে। (589, 200, 925, 557)
nicvd-note: দরপত্র বিজ্ঞপ্তির অন্যান্য শর্তাবলী অপরিবর্তিত থাকিবে। (15, 912, 273, 927)
nicvd-date: তাং- ১১/০৯/২০১৪ইং (453, 634, 546, 646)
table-row: 12 Tender opening date & time 16/09/2014, 1.30pm 25/09/2014 (16, 870, 546, 906)
list-item: • VMware, VCloud (611, 1991, 925, 2009)
list-item: • Programming Language C++, C# (611, 1782, 925, 1800)
table-row: ৪. প্রকিউরিং এনটিটির নাম পরিচালক (পুলিশ সুপার), ইন্ডাস্ট্রিয়াল পুলিশ-৪, নারায়ণগঞ্জ। (968, 281, 1499, 295)
svg-text:JL: JL (54, 137, 77, 158)
table-row: ১৪. দরপত্র আহবানকারী কর্মকর্তার নাম ও পদবি মোঃ মাহবুব আলম, পিপিএম, পরিচালক (পুলিশ সুপার), ইন্ডাস্ট্রিয়াল পুলিশ-৪, নারায়ণগঞ্জ। ফোন- ৭৬৯১২১৫ (968, 560, 1499, 574)
table-row: ৬. দরপত্র আহবানের সূত্র ও তারিখ স্মারক নং-ই.পু-৪/প্রশাঃ-২০১৪/১২৫৫, তারিখঃ ০৭/০৯/২০১৪খ্রিঃ (968, 309, 1499, 323)
gtcl-notice-box: Invitation for Bid No: GTCL/B-D/13, dated 20 April 2014 for Design, Build, Procurement & Supply, Installation, Construction, Testing and Commissioning of 1 (one) Metering Station at Bibiyana, Habiganj on Turn-Key basis. (25, 323, 503, 377)
table-row: ৩. দরপত্রের বিষয় ২০১৪-১৫ অর্থবছরে ইন্ডাস্ট্রিয়াল পুলিশ-৪, নারায়ণগঞ্জ ইউনিটের জন্য তোষক তৈরী, উচ্চক্ষমতাসম্পন্ন মশারী ও চাদর সরবরাহ, কুলি, টাইলস সরবরাহ এবং পোলাও চাল সরবরাহকরণ। (968, 256, 1499, 281)
list-item: • Python (611, 1801, 925, 1819)
gtcl-title: Gas Transmission Company Limited (74, 63, 487, 89)
bari-title: বাংলাদেশ কৃষি গবেষণা ইনস্টিটিউট (674, 716, 895, 735)
table-row: 10 Tender last selling date & time 15/09/2014, 10am to 2pm 24/09/2014 (16, 799, 546, 835)
list-item: • SQL Language (611, 1896, 925, 1914)
nicvd-title: দরপত্র বিজ্ঞপ্তির সংশোধনী নোটিশ (124, 658, 437, 685)
blri-terms: শর্তাবলীঃ ১। প্রার্থীর নাম, পিতা ও মাতার নাম, বর্তমান ঠিকানা, স্থায়ী ঠিকানা, জাতীয়তা, বৈবাহিক অবস্থা, জন্ম তারিখ ও বয়স (১২/১০/২০১৪ইং তারিখে), শিক্ষাগত যোগ্যতা (মার্কশীটসহ), অভিজ্ঞতা (যদি থাকে) ইত্যাদি উল্লেখপূর্বক পূর্ণাঙ্গ জীবনবৃত্তান্তসহ আবেদনপত্র আগামী ১২/১০/২০১৪ইং তারিখের মধ্যে অফিস চলাকালীন সময়ে "প্রকল্প পরিচালক, সমাজভিত্তিক ও বাণিজ্যিক খামারে দেশী ভেড়ার উন্নয়ন ও সংরক্ষণ (কম্পোনেন্ট-এ, গবেষণা, ২য় পর্যায়) প্রকল্প" বাংলাদেশ প্রাণিসম্পদ গবেষণা ইনস্টিটিউট (বিএলআরআই), সাভার, ঢাকা-১৩৪১ বরাবর পৌঁছাতে হবে। বর্ণিত সময়ের পরে কোন আবেদনপত্র গ্রহণ করা হবে না। ২। আবেদনপত্রের সাথে শিক্ষাগত যোগ্যতা, অভিজ্ঞতার সনদপত্র, সদ্য তোলা পাসপোর্ট আকারের ০৩ (তিন) কপি ছবি প্রথম শ্রেণির গেজেটেড অফিসার দ্বারা সত্যায়িত করে সংযোজন করতে হবে। আবেদনকারীকে ইউনিয়ন পরিষদ/পৌরসভা চেয়ারম্যান কর্তৃক প্রদত্ত নাগরিকত্বের সনদপত্র এবং প্রথম শ্রেণির গেজেটেড অফিসার কর্তৃক চারিত্রিক সনদপত্র দাখিল করতে হবে। ৩। চাকুরীরত প্রার্থীকে যথাযথ কর্তৃপক্ষের মাধ্যমে আবেদন করতে হবে। ৪। ইতিপূর্বে যারা আবেদন করেছেন তাদের পুনরায় আবেদন করার প্রয়োজন নাই। ৫। উক্ত পদসমূহে স্থায়ী নিয়োগের ক্ষেত্রে সরকার কর্তৃক জারিকৃত নিয়ম অনুসরণ করা হবে। মুক্তিযোদ্ধা/শহীদ মুক্তিযোদ্ধার পুত্র/কন্যা হিসাবে আবেদনের ক্ষেত্রে প্রার্থীকে চাকুরীর আবেদনপত্রের সহিত শহীদ মুক্তিযোদ্ধার পিতা/মাতার মুক্তিযোদ্ধা সার্টিফিকেট, যথাযথভাবে উপযুক্ত কর্তৃপক্ষ কর্তৃক সত্যায়িত ও প্রতিস্বাক্ষরিত কপি সংযুক্ত করে দাখিল করতে হবে। ৬। শিক্ষা জীবনের যে কোন স্তরে ৩য় শ্রেণি/বিভাগ এবং বয়সের ক্ষেত্রে এফিডেভিট গ্রহণযোগ্য নয়। ৭। বিজ্ঞাপিত বর্ণিত যোগ্যতা ও অভিজ্ঞতা নেই এমন প্রার্থীদের আবেদন করার প্রয়োজন নেই। নির্বাচিত প্রার্থীকে বাংলাদেশের যে কোন স্থানে চাকুরী করতে বাধ্য থাকতে হবে। খামের উপর পদের নাম উল্লেখ করতে হবে। (969, 1741, 1497, 2116)
table-row: ১০. দরপত্র দাখিলের স্থান পরিচালকের অফিস (পুলিশ সুপার), ইন্ডাস্ট্রিয়াল পুলিশ-৪, নারায়ণগঞ্জ। (968, 366, 1499, 380)
leaf-icon (600, 716, 640, 755)
list-item: • Java Script (611, 1839, 925, 1857)
table-row: ৪. কুলি সরবরাহ চাহিদানুযায়ী ৪০০/- ৫০,০০০/- ২০১৪-১৫ অর্থবছর (968, 739, 1499, 783)
police-gd: জিডি-৩৪৮৫ (968, 1207, 1013, 1218)
list-item: • Phone Gap (611, 1915, 925, 1933)
nicvd-sign: অধ্যাপক ডা: আব্দুল্লাহ আল সাফী মজুমদার (300, 962, 504, 976)
bari-body: সংশ্লিষ্ট সকলের অবগতির জন্য জানানো যাইতেছে যে, বাংলাদেশ কৃষি গবেষণা ইনস্টিটিউটের অধীনে "সাইট্রাস ডেভেলপমেন্ট (বারি অংগ)" শীর্ষক প্রকল্পের অফিস যন্ত্রপাতি (প্যাকেজ-০১, লট-বি) ক্রয়ের জন্য গত ০৫/৯/২০১৪ইং দৈনিক ইনকিলাব ও ০৭/৯/২০১৪ইং দি ডেইলী স্টার পত্রিকায় প্রকাশিত দরপত্র বিজ্ঞপ্তির প্রেক্ষিতে (বিজ্ঞপ্তি নং-০৪) প্রস্তাবকৃত দরপত্র সিডিউলে Photocopier (Light Duty) মেশিনের Specification এ Printing Speed: 23 ppm (Minimum) এর স্থলে Printing Speed: 20 ppm (Minimum) হইবে। এতদবিষয়ে দরপত্র বিজ্ঞপ্তির অন্যান্য শর্তাবলী অপরিবর্তিত থাকিবে। (589, 877, 925, 1235)
edition-date: DHAKA SATURDAY SEPTEMBER 13, 2014 (1127, 2, 1506, 23)
cuet-gd: জিডি-৩৪৭৩ (589, 656, 643, 667)
cuet-ad: চট্টগ্রাম প্রকৌশল ও প্রযুক্তি বিশ্ববিদ্যালয় চট্টগ্রাম-৪৩৪৯ নিয়োগ বিজ্ঞপ্তির সংশোধনী সম্প্রতি প্রচারিত দৈনিক আজাদী (০৭/০৯/২০১৪খ্রিঃ), দৈনিক কালের কণ্ঠ (০৮/০৯/২০১৪খ্রিঃ) এবং দি ডেইলি স্টার (০৮/০৯/২০১৪খ্রিঃ) পত্রিকায় প্রকাশিত অত্র বিশ্ববিদ্যালয়ের নিয়োগ বিজ্ঞপ্তির (ক) ক্রমিক নং ৪ এর "সহযোগী অধ্যাপক (পুরকৌশল বিভাগ)- ১টি পদ বেতন স্কেলঃ ২৫,৭৫০-৩৩,৭৫০/- টাকার" স্থলে "সহযোগী অধ্যাপক (পুরকৌশল বিভাগ) (পুরকৌশল বিভাগের অধ্যাপকের শূন্য পদের বিপরীতে)- ১টি পদ বেতন স্কেলঃ ২৫,৭৫০-৩৩,৭৫০/- টাকা" হবে। (খ) ক্রমিক নং-৯ এ (৩) "প্রভাষক (স্থাপত্য বিভাগ)- ২টি পদ বেতন স্কেলঃ ১১,০০০-২০,৩৭০/- টাকার" স্থলে "প্রভাষক (স্থাপত্য বিভাগ)- ১টি পদ বেতন স্কেলঃ ১১,০০০-২০,৩৭০/- টাকা" হবে। তবে পদ সংখ্যা বৃদ্ধি পেতে পারে। উল্লিখিত নিয়োগ বিজ্ঞপ্তির অন্যান্য শর্তাবলি/তথ্যাদি অপরিবর্তিত থাকবে। প্রফেসর ড. ফারুক-উজ-জামান চৌধুরী রেজিস্ট্রার (অতিরিক্ত দায়িত্ব) চট্টগ্রাম প্রকৌশল ও প্রযুক্তি বিশ্ববিদ্যালয় জিডি-৩৪৭৩ (577, 54, 937, 682)
table-row: ৫. পোলাও চাল সরবরাহ চাহিদানুযায়ী ৪০০/- ৫০,০০০/- ২০১৪-১৫ অর্থবছর (968, 783, 1499, 828)
blri-intro: বাংলাদেশ প্রাণিসম্পদ গবেষণা ইনস্টিটিউট (বিএলআরআই), সাভার, ঢাকা কর্তৃক বাস্তবায়নাধীন "সমাজভিত্তিক ও বাণিজ্যিক খামারে দেশী ভেড়ার উন্নয়ন ও সংরক্ষণ (কম্পোনেন্ট-এ, গবেষণা, ২য় পর্যায়)" শীর্ষক প্রকল্পের নিম্নবর্ণিত শূন্য পদসমূহে প্রকল্পের মেয়াদকালীন সময়ের জন্য সম্পূর্ণ অস্থায়ী ভিত্তিতে সাকুল্য বেতনে লোক নিয়োগের জন্য বাংলাদেশের প্রকৃত নাগরিকদের নিকট হতে সাদা কাগজে দরখাস্ত আহবান করা যাচ্ছে। (969, 1428, 1497, 1497)
